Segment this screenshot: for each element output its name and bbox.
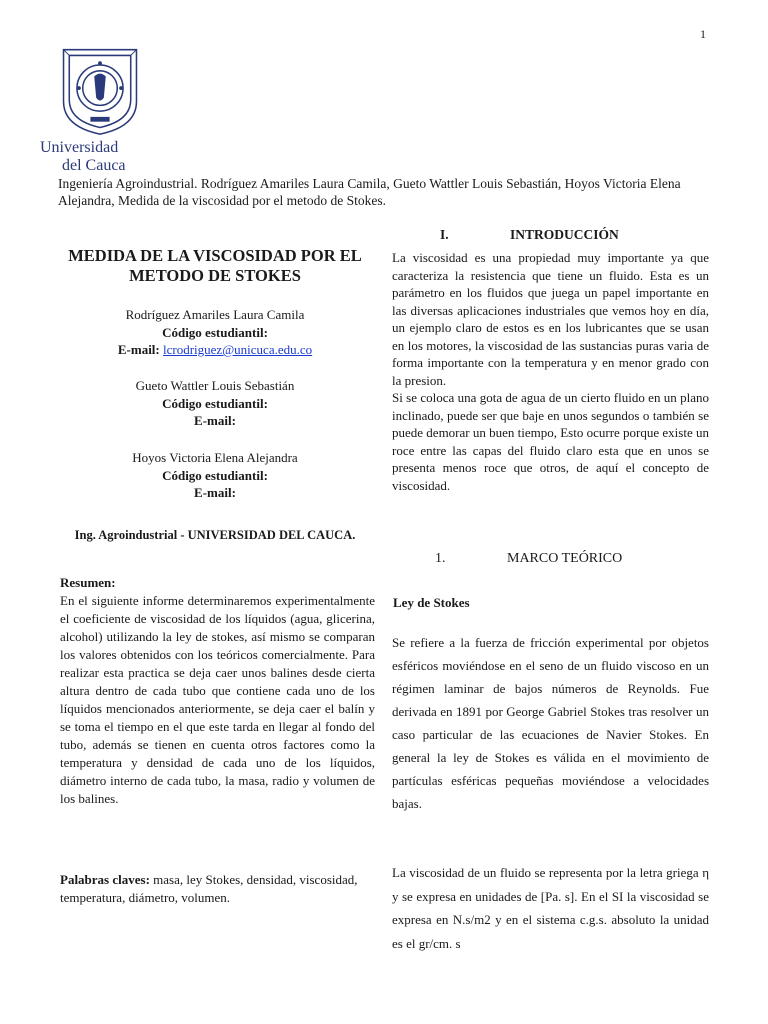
section-title: INTRODUCCIÓN — [510, 227, 619, 242]
university-wordmark — [40, 139, 180, 175]
subsection-heading-ley-stokes: Ley de Stokes — [393, 595, 470, 610]
header-citation: Ingeniería Agroindustrial. Rodríguez Amariles Laura Camila, Gueto Wattler Louis Sebastián, Hoyos Victoria Elena Alejandra, Medida de la viscosidad por el metodo de Stokes. — [58, 176, 681, 208]
keywords — [60, 871, 375, 907]
university-wordmark-line2: del Cauca — [62, 157, 126, 174]
section-number: I. — [440, 227, 449, 242]
section-title: MARCO TEÓRICO — [507, 551, 623, 566]
introduction-paragraph-2: Si se coloca una gota de agua de un cierto fluido en un plano inclinado, puede ser que baje en unos segundos o también se puede demorar un buen tiempo, Esto ocurre porque existe un roce entre las capas del fluido claro esta que en unos se presenta menos roce que otros, de aquí el concepto de viscosidad. — [392, 390, 709, 493]
paper-title: MEDIDA DE LA VISCOSIDAD POR EL METODO DE STOKES — [68, 246, 362, 285]
abstract-text: En el siguiente informe determinaremos experimentalmente el coeficiente de viscosidad de los líquidos (agua, glicerina, alcohol) utilizando la ley de stokes, así mismo se comparan los valores obtenidos con los teóricos comercialmente. Para realizar esta practica se deja caer unos balines desde cierta altura dentro de cada tubo que contiene cada uno de los líquidos mencionados anteriormente, se deja caer el balín y se toma el tiempo en el que este tarda en llegar al fondo del tubo, además se tienen en cuenta otros factores como la temperatura y densidad de cada uno de los líquidos, diámetro interno de cada tubo, la masa, radio y volumen de los balines. — [60, 593, 375, 806]
section-heading-introduccion — [440, 227, 619, 243]
author-name: Hoyos Victoria Elena Alejandra — [132, 450, 298, 465]
keywords-text: masa, ley Stokes, densidad, viscosidad, temperatura, diámetro, volumen. — [60, 872, 358, 905]
viscosity-units-text: La viscosidad de un fluido se representa por la letra griega η y se expresa en unidades de [Pa. s]. En el SI la viscosidad se expresa en N.s/m2 y en el sistema c.g.s. absoluto la unidad es el gr/cm. s — [392, 865, 709, 951]
affiliation: Ing. Agroindustrial - UNIVERSIDAD DEL CAUCA. — [74, 528, 356, 542]
abstract-label: Resumen: — [60, 575, 116, 590]
section-heading-marco-teorico — [435, 551, 622, 567]
author-name: Rodríguez Amariles Laura Camila — [125, 307, 305, 322]
keywords-label: Palabras claves: — [60, 872, 150, 887]
university-seal-logo — [52, 42, 148, 138]
author-email-label: E-mail: — [194, 413, 236, 428]
page-number: 1 — [700, 27, 706, 41]
ley-stokes-text: Se refiere a la fuerza de fricción experimental por objetos esféricos moviéndose en el seno de un fluido viscoso en un régimen laminar de bajos números de Reynolds. Fue derivada en 1891 por George Gabriel Stokes tras resolver un caso particular de las ecuaciones de Navier Stokes. En general la ley de Stokes es válida en el movimiento de partículas esféricas pequeñas moviéndose a velocidades bajas. — [392, 635, 709, 811]
introduction-paragraph-1: La viscosidad es una propiedad muy importante ya que caracteriza la resistencia que tiene un fluido. Esta es un parámetro en los fluidos que juega un papel importante en las diversas aplicaciones industriales que vemos hoy en día, un ejemplo claro de estos es en los lubricantes que se usan en los motores, la viscosidad de las sustancias puras varia de forma importante con la temperatura y en menor grado con la presion. — [392, 250, 709, 388]
author-code-label: Código estudiantil: — [162, 324, 268, 340]
university-wordmark-line1: Universidad — [40, 139, 119, 156]
author-block-3 — [55, 449, 375, 502]
author-code-label: Código estudiantil: — [162, 467, 268, 483]
author-email-label: E-mail: — [194, 485, 236, 500]
author-name: Gueto Wattler Louis Sebastián — [135, 378, 295, 393]
section-number: 1. — [435, 551, 446, 566]
author-email-label: E-mail: — [117, 342, 160, 357]
author-email-link[interactable]: lcrodriguez@unicuca.edu.co — [163, 342, 313, 357]
author-block-1 — [55, 306, 375, 359]
author-code-label: Código estudiantil: — [162, 395, 268, 411]
introduction-text — [392, 249, 709, 494]
author-block-2 — [55, 377, 375, 430]
